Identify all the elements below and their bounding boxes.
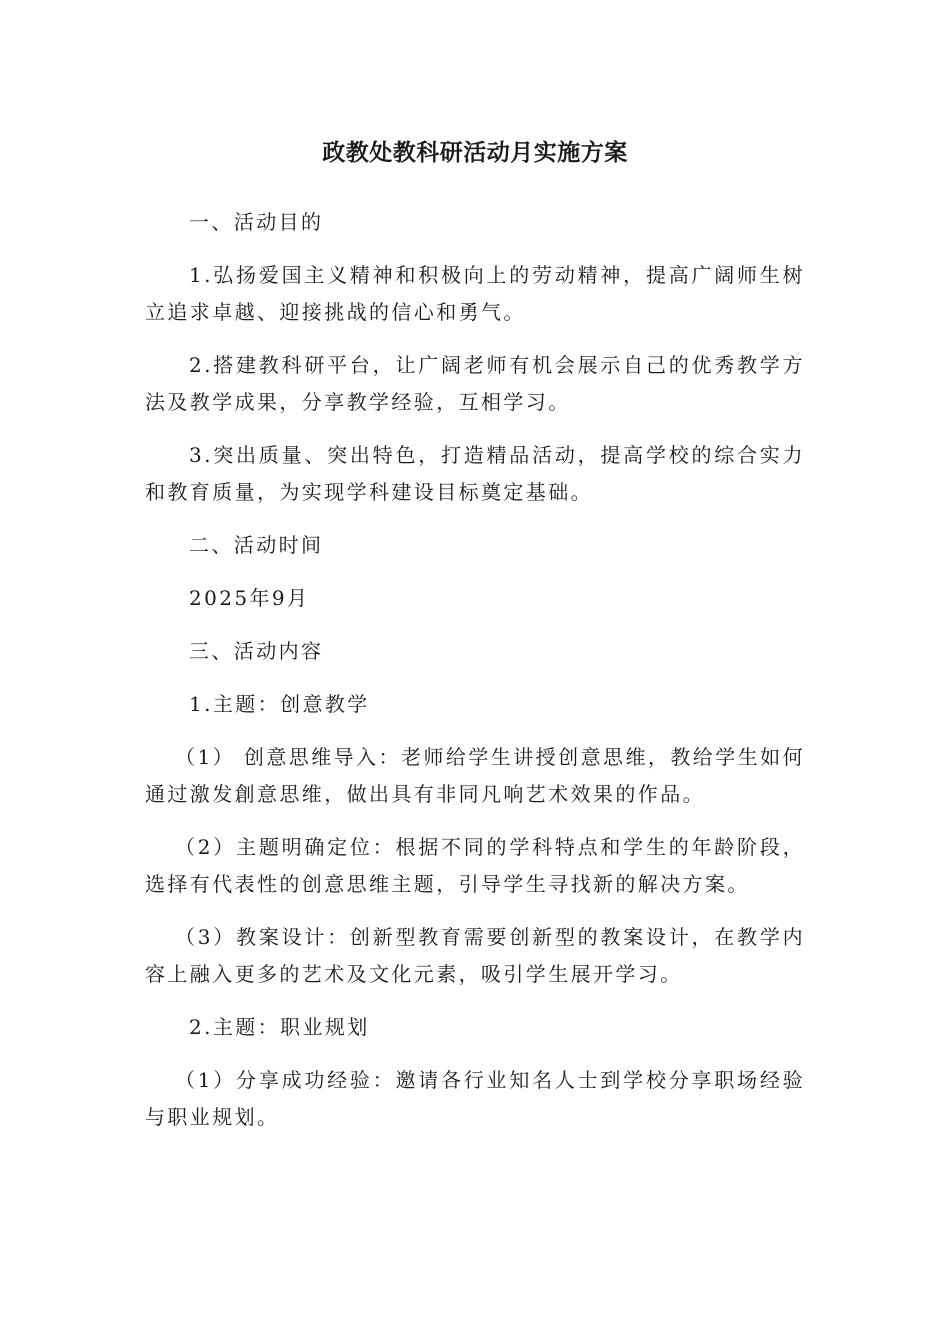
activity-date: 2025年9月 (189, 586, 310, 610)
purpose-item-3: 3.突出质量、突出特色，打造精品活动，提高学校的综合实力和教育质量，为实现学科建设目标奠定基础。 (145, 443, 805, 504)
theme-1-item-2: （2）主题明确定位：根据不同的学科特点和学生的年龄阶段，选择有代表性的创意思维主题，引导学生寻找新的解决方案。 (145, 835, 805, 896)
theme-2-heading: 2.主题：职业规划 (189, 1015, 370, 1039)
section-heading-purpose: 一、活动目的 (189, 210, 324, 234)
document-title: 政教处教科研活动月实施方案 (322, 140, 628, 166)
section-heading-content: 三、活动内容 (189, 639, 324, 663)
theme-1-item-3: （3）教案设计：创新型教育需要创新型的教案设计，在教学内容上融入更多的艺术及文化元素，吸引学生展开学习。 (145, 925, 805, 986)
theme-1-item-1: （1） 创意思维导入：老师给学生讲授创意思维，教给学生如何通过激发創意思维，做出具有非同凡响艺术效果的作品。 (145, 745, 805, 806)
theme-2-item-1: （1）分享成功经验：邀请各行业知名人士到学校分享职场经验与职业规划。 (145, 1068, 805, 1129)
purpose-item-2: 2.搭建教科研平台，让广阔老师有机会展示自己的优秀教学方法及教学成果，分享教学经验，互相学习。 (145, 353, 805, 414)
theme-1-heading: 1.主题：创意教学 (189, 692, 370, 716)
section-heading-time: 二、活动时间 (189, 533, 324, 557)
purpose-item-1: 1.弘扬爱国主义精神和积极向上的劳动精神，提高广阔师生树立追求卓越、迎接挑战的信心和勇气。 (145, 263, 805, 324)
document-body (145, 204, 805, 1152)
